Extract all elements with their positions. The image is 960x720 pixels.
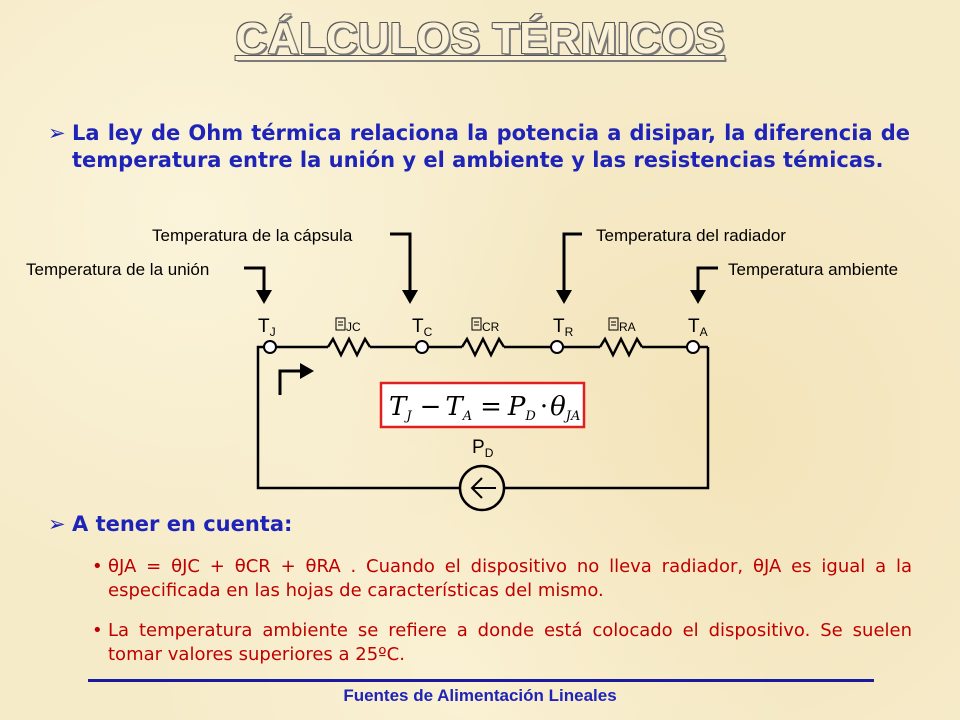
current-direction-arrow	[280, 363, 314, 395]
svg-text:JC: JC	[346, 320, 361, 334]
arrow-bullet-icon: ➢	[48, 121, 66, 145]
pointer-arrowheads	[256, 290, 706, 304]
power-source-icon	[460, 466, 504, 510]
note-theta-ja	[92, 555, 912, 603]
page-title: CÁLCULOS TÉRMICOS	[235, 14, 725, 63]
label-temp-radiador: Temperatura del radiador	[596, 226, 786, 245]
node-tc: $T_C$	[412, 316, 433, 339]
footer-text: Fuentes de Alimentación Lineales	[343, 686, 617, 705]
note-temp-ambiente	[92, 619, 912, 667]
bullet-a-tener-en-cuenta	[48, 512, 292, 536]
resistor-label-jc	[336, 318, 361, 334]
label-temp-ambiente: Temperatura ambiente	[728, 260, 899, 279]
label-temp-union: Temperatura de la unión	[26, 260, 210, 279]
node-tj: $T_J$	[258, 316, 276, 339]
source-label-pd: $P_D$	[472, 437, 494, 460]
resistor-label-ra	[609, 318, 636, 334]
arrow-bullet-icon: ➢	[48, 512, 66, 536]
label-temp-capsula: Temperatura de la cápsula	[152, 226, 353, 245]
dot-bullet-icon: •	[92, 556, 103, 577]
node-ta: $T_A$	[688, 316, 708, 339]
resistor-label-cr	[472, 318, 500, 334]
svg-text:CR: CR	[482, 320, 500, 334]
note-temp-ambiente-text: La temperatura ambiente se refiere a donde está colocado el dispositivo. Se suelen tomar valores superiores a 25ºC.	[108, 620, 912, 665]
node-tr: $T_R$	[553, 316, 574, 339]
note-theta-ja-text: θJA = θJC + θCR + θRA . Cuando el dispositivo no lleva radiador, θJA es igual a la especificada en las hojas de características del mismo.	[108, 556, 912, 601]
svg-text:RA: RA	[619, 320, 636, 334]
bullet-a-tener-text: A tener en cuenta:	[72, 512, 293, 536]
bullet-ohm-law-text: La ley de Ohm térmica relaciona la potencia a disipar, la diferencia de temperatura entre la unión y el ambiente y las resistencias témicas.	[72, 121, 910, 172]
dot-bullet-icon: •	[92, 620, 103, 641]
formula-thermal-ohm: TJ − TA = PD ·θJA	[389, 392, 581, 424]
footer-divider	[88, 679, 874, 682]
